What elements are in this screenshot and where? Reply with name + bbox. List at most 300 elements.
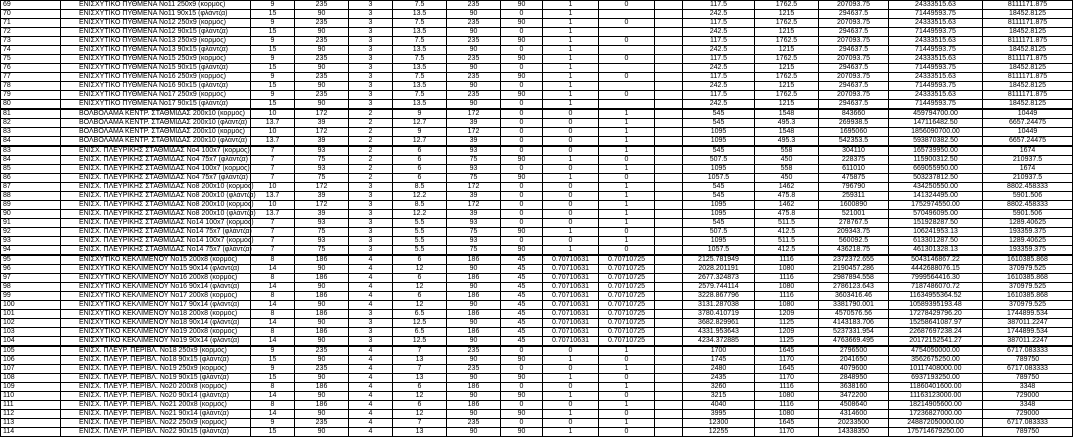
blank-cell[interactable] <box>655 419 683 428</box>
area-cell[interactable]: 1170 <box>755 374 819 383</box>
cos-cell[interactable]: 0.70710631 <box>543 310 599 319</box>
description-cell[interactable]: ΕΝΙΣΧΥΤΙΚΟ ΠΥΘΜΕΝΑ No11 90x15 (φλάντζα) <box>61 10 251 19</box>
row-number-cell[interactable]: 89 <box>1 201 61 210</box>
own-inertia-cell[interactable]: 6657.24475 <box>983 137 1073 147</box>
height-cell[interactable]: 90 <box>295 374 349 383</box>
blank-cell[interactable] <box>655 228 683 237</box>
height-cell[interactable]: 186 <box>295 401 349 410</box>
count-cell[interactable]: 4 <box>349 274 393 283</box>
count-cell[interactable]: 3 <box>349 1 393 10</box>
blank-cell[interactable] <box>655 156 683 165</box>
row-number-cell[interactable]: 113 <box>1 419 61 428</box>
centroid-cell[interactable]: 3131.287038 <box>683 301 755 310</box>
value-cell[interactable]: 5.5 <box>393 228 447 237</box>
own-inertia-cell[interactable]: 18452.8125 <box>983 82 1073 91</box>
height-cell[interactable]: 235 <box>295 55 349 64</box>
angle-cell[interactable]: 90 <box>501 428 543 437</box>
table-row[interactable] <box>1 82 1073 91</box>
length-cell[interactable]: 90 <box>447 337 501 347</box>
length-cell[interactable]: 186 <box>447 401 501 410</box>
centroid-cell[interactable]: 242.5 <box>683 82 755 91</box>
cos-cell[interactable]: 1 <box>543 374 599 383</box>
thickness-cell[interactable]: 7 <box>251 156 295 165</box>
cos-cell[interactable]: 0 <box>543 210 599 219</box>
description-cell[interactable]: ΕΝΙΣΧ. ΠΛΕΥΡΙΚΗΣ ΣΤΑΘΜΙΔΑΣ No14 100x7 (κορμός) <box>61 237 251 246</box>
length-cell[interactable]: 93 <box>447 165 501 174</box>
area-cell[interactable]: 1116 <box>755 274 819 283</box>
table-row[interactable] <box>1 283 1073 292</box>
row-number-cell[interactable]: 102 <box>1 319 61 328</box>
table-row[interactable] <box>1 365 1073 374</box>
sin-cell[interactable]: 1 <box>599 383 655 392</box>
area-cell[interactable]: 1215 <box>755 28 819 37</box>
count-cell[interactable]: 4 <box>349 419 393 428</box>
blank-cell[interactable] <box>655 46 683 55</box>
row-number-cell[interactable]: 81 <box>1 109 61 119</box>
thickness-cell[interactable]: 7 <box>251 174 295 183</box>
cos-cell[interactable]: 1 <box>543 228 599 237</box>
blank-cell[interactable] <box>655 356 683 365</box>
length-cell[interactable]: 90 <box>447 46 501 55</box>
height-cell[interactable]: 90 <box>295 410 349 419</box>
count-cell[interactable]: 4 <box>349 301 393 310</box>
description-cell[interactable]: ΕΝΙΣΧΥΤΙΚΟ ΠΥΘΜΕΝΑ No17 250x9 (κορμός) <box>61 91 251 100</box>
length-cell[interactable]: 90 <box>447 410 501 419</box>
description-cell[interactable]: ΕΝΙΣΧ. ΠΛΕΥΡ. ΠΕΡΙΒΛ. No20 200x8 (κορμός) <box>61 383 251 392</box>
own-inertia-cell[interactable]: 8802.458333 <box>983 201 1073 210</box>
area-cell[interactable]: 511.5 <box>755 237 819 246</box>
value-cell[interactable]: 12 <box>393 265 447 274</box>
sin-cell[interactable]: 0.70710725 <box>599 337 655 347</box>
blank-cell[interactable] <box>655 82 683 91</box>
length-cell[interactable]: 75 <box>447 246 501 256</box>
count-cell[interactable]: 3 <box>349 310 393 319</box>
inertia-cell[interactable]: 22687697238.24 <box>889 328 983 337</box>
table-row[interactable] <box>1 100 1073 110</box>
area-cell[interactable]: 1762.5 <box>755 91 819 100</box>
blank-cell[interactable] <box>655 91 683 100</box>
description-cell[interactable]: ΕΝΙΣΧ. ΠΛΕΥΡ. ΠΕΡΙΒΛ. No19 90x15 (φλάντζα) <box>61 374 251 383</box>
area-cell[interactable]: 1116 <box>755 401 819 410</box>
description-cell[interactable]: ΕΝΙΣΧ. ΠΛΕΥΡΙΚΗΣ ΣΤΑΘΜΙΔΑΣ No4 100x7 (κορμός) <box>61 165 251 174</box>
inertia-cell[interactable]: 24333515.63 <box>889 1 983 10</box>
centroid-cell[interactable]: 1095 <box>683 165 755 174</box>
cos-cell[interactable]: 0 <box>543 346 599 356</box>
length-cell[interactable]: 235 <box>447 419 501 428</box>
table-row[interactable] <box>1 19 1073 28</box>
area-cell[interactable]: 1762.5 <box>755 37 819 46</box>
cos-cell[interactable]: 0 <box>543 192 599 201</box>
centroid-cell[interactable]: 3995 <box>683 410 755 419</box>
thickness-cell[interactable]: 14 <box>251 392 295 401</box>
value-cell[interactable]: 7 <box>393 346 447 356</box>
cos-cell[interactable]: 1 <box>543 64 599 73</box>
angle-cell[interactable]: 0 <box>501 201 543 210</box>
cos-cell[interactable]: 1 <box>543 174 599 183</box>
blank-cell[interactable] <box>655 219 683 228</box>
area-cell[interactable]: 1209 <box>755 310 819 319</box>
angle-cell[interactable]: 45 <box>501 255 543 265</box>
angle-cell[interactable]: 0 <box>501 192 543 201</box>
angle-cell[interactable]: 0 <box>501 383 543 392</box>
thickness-cell[interactable]: 15 <box>251 28 295 37</box>
centroid-cell[interactable]: 4040 <box>683 401 755 410</box>
area-cell[interactable]: 1080 <box>755 265 819 274</box>
cos-cell[interactable]: 1 <box>543 37 599 46</box>
length-cell[interactable]: 90 <box>447 10 501 19</box>
area-cell[interactable]: 495.3 <box>755 137 819 147</box>
centroid-cell[interactable]: 117.5 <box>683 91 755 100</box>
row-number-cell[interactable]: 95 <box>1 255 61 265</box>
own-inertia-cell[interactable]: 6717.083333 <box>983 365 1073 374</box>
description-cell[interactable]: ΕΝΙΣΧΥΤΙΚΟ ΚΕΚΛΙΜΕΝΟΥ No15 90x14 (φλάντζα) <box>61 265 251 274</box>
row-number-cell[interactable]: 69 <box>1 1 61 10</box>
sin-cell[interactable]: 0 <box>599 37 655 46</box>
height-cell[interactable]: 75 <box>295 174 349 183</box>
thickness-cell[interactable]: 14 <box>251 265 295 274</box>
value-cell[interactable]: 12.5 <box>393 337 447 347</box>
blank-cell[interactable] <box>655 319 683 328</box>
height-cell[interactable]: 90 <box>295 392 349 401</box>
value-cell[interactable]: 7.5 <box>393 37 447 46</box>
thickness-cell[interactable]: 9 <box>251 365 295 374</box>
sin-cell[interactable]: 0.70710725 <box>599 283 655 292</box>
value-cell[interactable]: 7 <box>393 419 447 428</box>
value-cell[interactable]: 6 <box>393 292 447 301</box>
own-inertia-cell[interactable]: 370979.525 <box>983 301 1073 310</box>
angle-cell[interactable]: 45 <box>501 274 543 283</box>
own-inertia-cell[interactable]: 18452.8125 <box>983 10 1073 19</box>
own-inertia-cell[interactable]: 193359.375 <box>983 228 1073 237</box>
value-cell[interactable]: 13 <box>393 356 447 365</box>
thickness-cell[interactable]: 13.7 <box>251 119 295 128</box>
thickness-cell[interactable]: 13.7 <box>251 210 295 219</box>
count-cell[interactable]: 3 <box>349 237 393 246</box>
area-cell[interactable]: 1762.5 <box>755 73 819 82</box>
cos-cell[interactable]: 1 <box>543 410 599 419</box>
table-row[interactable] <box>1 301 1073 310</box>
count-cell[interactable]: 3 <box>349 328 393 337</box>
thickness-cell[interactable]: 9 <box>251 346 295 356</box>
area-cell[interactable]: 1215 <box>755 10 819 19</box>
angle-cell[interactable]: 0 <box>501 28 543 37</box>
centroid-cell[interactable]: 545 <box>683 183 755 192</box>
moment-cell[interactable]: 2987894.558 <box>819 274 889 283</box>
own-inertia-cell[interactable]: 1610385.868 <box>983 255 1073 265</box>
height-cell[interactable]: 186 <box>295 274 349 283</box>
centroid-cell[interactable]: 545 <box>683 192 755 201</box>
description-cell[interactable]: ΕΝΙΣΧ. ΠΛΕΥΡΙΚΗΣ ΣΤΑΘΜΙΔΑΣ No4 75x7 (φλάντζα) <box>61 156 251 165</box>
table-row[interactable] <box>1 274 1073 283</box>
cos-cell[interactable]: 1 <box>543 356 599 365</box>
moment-cell[interactable]: 294637.5 <box>819 28 889 37</box>
table-row[interactable] <box>1 46 1073 55</box>
height-cell[interactable]: 235 <box>295 91 349 100</box>
own-inertia-cell[interactable]: 370979.525 <box>983 265 1073 274</box>
inertia-cell[interactable]: 115900312.50 <box>889 156 983 165</box>
angle-cell[interactable]: 45 <box>501 310 543 319</box>
area-cell[interactable]: 495.3 <box>755 119 819 128</box>
table-row[interactable] <box>1 73 1073 82</box>
angle-cell[interactable]: 0 <box>501 365 543 374</box>
own-inertia-cell[interactable]: 387011.2247 <box>983 319 1073 328</box>
thickness-cell[interactable]: 15 <box>251 100 295 110</box>
length-cell[interactable]: 90 <box>447 265 501 274</box>
sin-cell[interactable]: 0 <box>599 392 655 401</box>
thickness-cell[interactable]: 15 <box>251 356 295 365</box>
area-cell[interactable]: 1116 <box>755 383 819 392</box>
height-cell[interactable]: 235 <box>295 19 349 28</box>
count-cell[interactable]: 2 <box>349 137 393 147</box>
height-cell[interactable]: 75 <box>295 246 349 256</box>
inertia-cell[interactable]: 165739950.00 <box>889 146 983 156</box>
count-cell[interactable]: 3 <box>349 55 393 64</box>
row-number-cell[interactable]: 84 <box>1 137 61 147</box>
area-cell[interactable]: 1645 <box>755 419 819 428</box>
value-cell[interactable]: 7.5 <box>393 1 447 10</box>
table-row[interactable] <box>1 128 1073 137</box>
own-inertia-cell[interactable]: 8111171.875 <box>983 55 1073 64</box>
centroid-cell[interactable]: 242.5 <box>683 64 755 73</box>
sin-cell[interactable]: 0 <box>599 228 655 237</box>
description-cell[interactable]: ΕΝΙΣΧΥΤΙΚΟ ΚΕΚΛΙΜΕΝΟΥ No19 90x14 (φλάντζα) <box>61 337 251 347</box>
thickness-cell[interactable]: 9 <box>251 19 295 28</box>
blank-cell[interactable] <box>655 246 683 256</box>
row-number-cell[interactable]: 103 <box>1 328 61 337</box>
description-cell[interactable]: ΒΟΛΒΟΛΑΜΑ ΚΕΝΤΡ. ΣΤΑΘΜΙΔΑΣ 200x10 (φλάντζα) <box>61 119 251 128</box>
own-inertia-cell[interactable]: 3348 <box>983 401 1073 410</box>
cos-cell[interactable]: 0 <box>543 237 599 246</box>
inertia-cell[interactable]: 593870382.50 <box>889 137 983 147</box>
angle-cell[interactable]: 90 <box>501 1 543 10</box>
count-cell[interactable]: 3 <box>349 19 393 28</box>
length-cell[interactable]: 235 <box>447 346 501 356</box>
count-cell[interactable]: 4 <box>349 283 393 292</box>
angle-cell[interactable]: 0 <box>501 146 543 156</box>
centroid-cell[interactable]: 2125.781949 <box>683 255 755 265</box>
row-number-cell[interactable]: 87 <box>1 183 61 192</box>
height-cell[interactable]: 172 <box>295 201 349 210</box>
centroid-cell[interactable]: 1057.5 <box>683 174 755 183</box>
blank-cell[interactable] <box>655 210 683 219</box>
length-cell[interactable]: 39 <box>447 137 501 147</box>
own-inertia-cell[interactable]: 387011.2247 <box>983 337 1073 347</box>
thickness-cell[interactable]: 15 <box>251 10 295 19</box>
height-cell[interactable]: 39 <box>295 119 349 128</box>
centroid-cell[interactable]: 2677.324873 <box>683 274 755 283</box>
count-cell[interactable]: 3 <box>349 228 393 237</box>
value-cell[interactable]: 6 <box>393 401 447 410</box>
moment-cell[interactable]: 294637.5 <box>819 100 889 110</box>
length-cell[interactable]: 172 <box>447 201 501 210</box>
thickness-cell[interactable]: 14 <box>251 337 295 347</box>
row-number-cell[interactable]: 75 <box>1 55 61 64</box>
blank-cell[interactable] <box>655 55 683 64</box>
height-cell[interactable]: 90 <box>295 82 349 91</box>
angle-cell[interactable]: 0 <box>501 64 543 73</box>
description-cell[interactable]: ΕΝΙΣΧ. ΠΛΕΥΡΙΚΗΣ ΣΤΑΘΜΙΔΑΣ No14 100x7 (κορμός) <box>61 219 251 228</box>
value-cell[interactable]: 6 <box>393 274 447 283</box>
centroid-cell[interactable]: 1057.5 <box>683 246 755 256</box>
centroid-cell[interactable]: 1095 <box>683 137 755 147</box>
count-cell[interactable]: 3 <box>349 73 393 82</box>
blank-cell[interactable] <box>655 337 683 347</box>
sin-cell[interactable]: 0.70710725 <box>599 292 655 301</box>
cos-cell[interactable]: 1 <box>543 82 599 91</box>
thickness-cell[interactable]: 8 <box>251 292 295 301</box>
blank-cell[interactable] <box>655 410 683 419</box>
moment-cell[interactable]: 2190457.286 <box>819 265 889 274</box>
own-inertia-cell[interactable]: 8111171.875 <box>983 19 1073 28</box>
inertia-cell[interactable]: 18214905600.00 <box>889 401 983 410</box>
area-cell[interactable]: 1762.5 <box>755 55 819 64</box>
table-row[interactable] <box>1 165 1073 174</box>
moment-cell[interactable]: 4763669.495 <box>819 337 889 347</box>
own-inertia-cell[interactable]: 1610385.868 <box>983 292 1073 301</box>
angle-cell[interactable]: 0 <box>501 10 543 19</box>
value-cell[interactable]: 13.5 <box>393 64 447 73</box>
blank-cell[interactable] <box>655 283 683 292</box>
area-cell[interactable]: 1209 <box>755 328 819 337</box>
cos-cell[interactable]: 1 <box>543 428 599 437</box>
table-row[interactable] <box>1 346 1073 356</box>
length-cell[interactable]: 90 <box>447 428 501 437</box>
value-cell[interactable]: 13.5 <box>393 28 447 37</box>
inertia-cell[interactable]: 10589395193.48 <box>889 301 983 310</box>
area-cell[interactable]: 1215 <box>755 100 819 110</box>
sin-cell[interactable]: 0 <box>599 428 655 437</box>
sin-cell[interactable]: 0.70710725 <box>599 274 655 283</box>
moment-cell[interactable]: 796790 <box>819 183 889 192</box>
angle-cell[interactable]: 45 <box>501 319 543 328</box>
cos-cell[interactable]: 0 <box>543 201 599 210</box>
value-cell[interactable]: 6 <box>393 156 447 165</box>
count-cell[interactable]: 4 <box>349 265 393 274</box>
cos-cell[interactable]: 1 <box>543 1 599 10</box>
table-row[interactable] <box>1 91 1073 100</box>
sin-cell[interactable]: 1 <box>599 219 655 228</box>
count-cell[interactable]: 3 <box>349 183 393 192</box>
blank-cell[interactable] <box>655 183 683 192</box>
description-cell[interactable]: ΒΟΛΒΟΛΑΜΑ ΚΕΝΤΡ. ΣΤΑΘΜΙΔΑΣ 200x10 (κορμός) <box>61 109 251 119</box>
description-cell[interactable]: ΕΝΙΣΧ. ΠΛΕΥΡ. ΠΕΡΙΒΛ. No19 250x9 (κορμός) <box>61 365 251 374</box>
area-cell[interactable]: 475.8 <box>755 210 819 219</box>
thickness-cell[interactable]: 9 <box>251 55 295 64</box>
thickness-cell[interactable]: 7 <box>251 146 295 156</box>
length-cell[interactable]: 186 <box>447 310 501 319</box>
description-cell[interactable]: ΕΝΙΣΧΥΤΙΚΟ ΠΥΘΜΕΝΑ No12 90x15 (φλάντζα) <box>61 28 251 37</box>
inertia-cell[interactable]: 71449593.75 <box>889 10 983 19</box>
moment-cell[interactable]: 3381790.001 <box>819 301 889 310</box>
thickness-cell[interactable]: 10 <box>251 109 295 119</box>
height-cell[interactable]: 186 <box>295 310 349 319</box>
area-cell[interactable]: 1125 <box>755 319 819 328</box>
description-cell[interactable]: ΕΝΙΣΧΥΤΙΚΟ ΠΥΘΜΕΝΑ No13 90x15 (φλάντζα) <box>61 46 251 55</box>
count-cell[interactable]: 2 <box>349 109 393 119</box>
height-cell[interactable]: 39 <box>295 137 349 147</box>
cos-cell[interactable]: 1 <box>543 392 599 401</box>
value-cell[interactable]: 8.5 <box>393 183 447 192</box>
inertia-cell[interactable]: 17278429796.20 <box>889 310 983 319</box>
inertia-cell[interactable]: 459794700.00 <box>889 109 983 119</box>
description-cell[interactable]: ΕΝΙΣΧΥΤΙΚΟ ΠΥΘΜΕΝΑ No15 90x15 (φλάντζα) <box>61 64 251 73</box>
sin-cell[interactable]: 1 <box>599 137 655 147</box>
angle-cell[interactable]: 0 <box>501 128 543 137</box>
cos-cell[interactable]: 1 <box>543 246 599 256</box>
row-number-cell[interactable]: 93 <box>1 237 61 246</box>
cos-cell[interactable]: 0.70710631 <box>543 255 599 265</box>
centroid-cell[interactable]: 117.5 <box>683 37 755 46</box>
thickness-cell[interactable]: 8 <box>251 310 295 319</box>
angle-cell[interactable]: 90 <box>501 73 543 82</box>
length-cell[interactable]: 235 <box>447 55 501 64</box>
angle-cell[interactable]: 0 <box>501 82 543 91</box>
own-inertia-cell[interactable]: 789750 <box>983 428 1073 437</box>
area-cell[interactable]: 1215 <box>755 64 819 73</box>
height-cell[interactable]: 93 <box>295 237 349 246</box>
moment-cell[interactable]: 5237331.954 <box>819 328 889 337</box>
cos-cell[interactable]: 0.70710631 <box>543 274 599 283</box>
area-cell[interactable]: 1080 <box>755 301 819 310</box>
area-cell[interactable]: 1762.5 <box>755 1 819 10</box>
sin-cell[interactable] <box>599 100 655 110</box>
cos-cell[interactable]: 0.70710631 <box>543 319 599 328</box>
inertia-cell[interactable]: 71449593.75 <box>889 100 983 110</box>
centroid-cell[interactable]: 2028.201191 <box>683 265 755 274</box>
inertia-cell[interactable]: 24333515.63 <box>889 91 983 100</box>
moment-cell[interactable]: 843660 <box>819 109 889 119</box>
inertia-cell[interactable]: 71449593.75 <box>889 28 983 37</box>
cos-cell[interactable]: 0 <box>543 146 599 156</box>
length-cell[interactable]: 235 <box>447 73 501 82</box>
row-number-cell[interactable]: 97 <box>1 274 61 283</box>
table-row[interactable] <box>1 64 1073 73</box>
inertia-cell[interactable]: 613301287.50 <box>889 237 983 246</box>
length-cell[interactable]: 39 <box>447 119 501 128</box>
area-cell[interactable]: 1762.5 <box>755 19 819 28</box>
inertia-cell[interactable]: 15258641087.97 <box>889 319 983 328</box>
row-number-cell[interactable]: 76 <box>1 64 61 73</box>
description-cell[interactable]: ΕΝΙΣΧΥΤΙΚΟ ΚΕΚΛΙΜΕΝΟΥ No16 90x14 (φλάντζα) <box>61 283 251 292</box>
moment-cell[interactable]: 207093.75 <box>819 91 889 100</box>
area-cell[interactable]: 1116 <box>755 292 819 301</box>
angle-cell[interactable]: 0 <box>501 210 543 219</box>
cos-cell[interactable]: 0 <box>543 383 599 392</box>
centroid-cell[interactable]: 4234.372885 <box>683 337 755 347</box>
description-cell[interactable]: ΕΝΙΣΧ. ΠΛΕΥΡ. ΠΕΡΙΒΛ. No20 90x14 (φλάντζα) <box>61 392 251 401</box>
blank-cell[interactable] <box>655 165 683 174</box>
table-row[interactable] <box>1 1 1073 10</box>
blank-cell[interactable] <box>655 346 683 356</box>
blank-cell[interactable] <box>655 128 683 137</box>
blank-cell[interactable] <box>655 274 683 283</box>
length-cell[interactable]: 93 <box>447 146 501 156</box>
table-row[interactable] <box>1 337 1073 347</box>
moment-cell[interactable]: 20233500 <box>819 419 889 428</box>
row-number-cell[interactable]: 71 <box>1 19 61 28</box>
angle-cell[interactable]: 0 <box>501 237 543 246</box>
sin-cell[interactable]: 0 <box>599 73 655 82</box>
angle-cell[interactable]: 0 <box>501 219 543 228</box>
description-cell[interactable]: ΕΝΙΣΧΥΤΙΚΟ ΠΥΘΜΕΝΑ No16 90x15 (φλάντζα) <box>61 82 251 91</box>
moment-cell[interactable]: 207093.75 <box>819 1 889 10</box>
area-cell[interactable]: 1080 <box>755 283 819 292</box>
cos-cell[interactable]: 0 <box>543 365 599 374</box>
moment-cell[interactable]: 4570576.56 <box>819 310 889 319</box>
height-cell[interactable]: 90 <box>295 28 349 37</box>
own-inertia-cell[interactable]: 8111171.875 <box>983 1 1073 10</box>
angle-cell[interactable]: 0 <box>501 119 543 128</box>
